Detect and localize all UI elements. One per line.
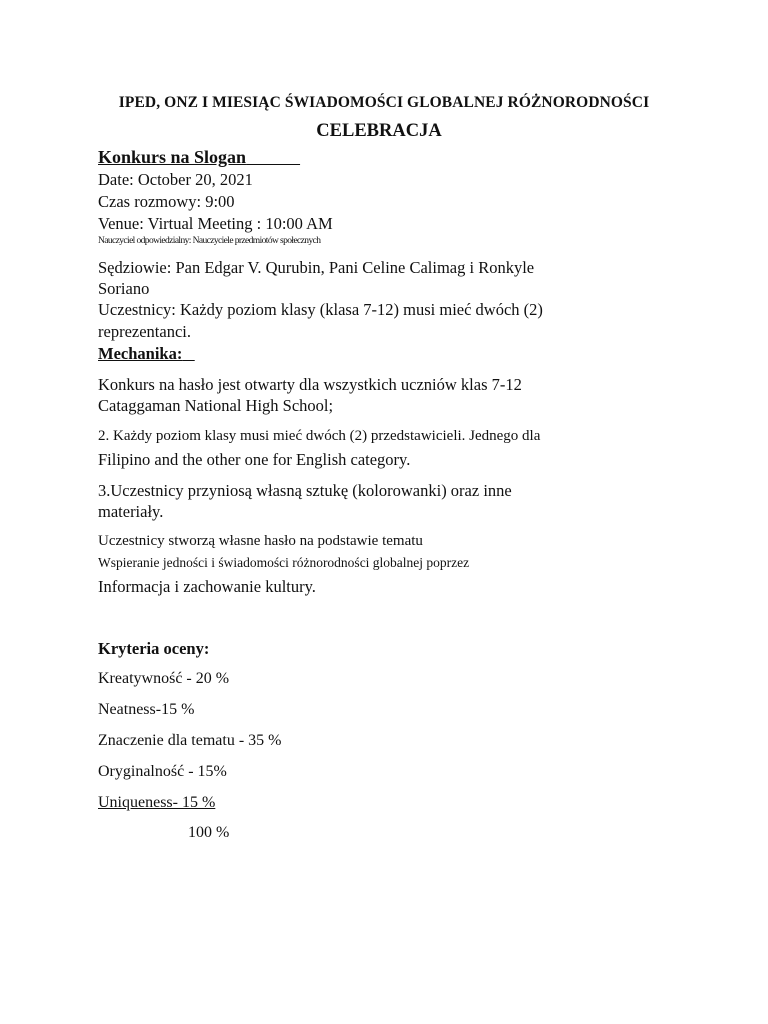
criteria-total: 100 %	[188, 824, 230, 841]
teachers-note: Nauczyciel odpowiedzialny: Nauczyciele przedmiotów społecznych	[98, 236, 321, 246]
mechanics-item3-line2: materiały.	[98, 502, 164, 521]
contest-heading	[98, 147, 300, 168]
judges-line1: Sędziowie: Pan Edgar V. Qurubin, Pani Celine Calimag i Ronkyle	[98, 258, 535, 277]
mechanics-heading-text: Mechanika:	[98, 344, 183, 363]
mechanics-item1-line2: Cataggaman National High School;	[98, 396, 334, 415]
criteria-item-originality: Oryginalność - 15%	[98, 763, 227, 780]
judges-line2: Soriano	[98, 279, 150, 298]
event-time: Czas rozmowy: 9:00	[98, 192, 235, 211]
mechanics-item3-line1: 3.Uczestnicy przyniosą własną sztukę (kolorowanki) oraz inne	[98, 481, 512, 500]
contest-heading-text: Konkurs na Slogan	[98, 147, 247, 167]
mechanics-item2-line1: 2. Każdy poziom klasy musi mieć dwóch (2) przedstawicieli. Jednego dla	[98, 428, 541, 444]
mechanics-heading	[98, 344, 195, 364]
participants-line2: reprezentanci.	[98, 322, 191, 341]
mechanics-item2-line2: Filipino and the other one for English category.	[98, 450, 411, 469]
mechanics-item4-line1: Uczestnicy stworzą własne hasło na podstawie tematu	[98, 533, 423, 549]
mechanics-heading-blank	[182, 344, 194, 363]
mechanics-item4-line3: Informacja i zachowanie kultury.	[98, 577, 316, 596]
contest-heading-blank	[246, 147, 300, 167]
document-title-line1: IPED, ONZ I MIESIĄC ŚWIADOMOŚCI GLOBALNEJ RÓŻNORODNOŚCI	[118, 94, 650, 111]
criteria-item-creativity: Kreatywność - 20 %	[98, 670, 230, 687]
participants-line1: Uczestnicy: Każdy poziom klasy (klasa 7-12) musi mieć dwóch (2)	[98, 300, 543, 319]
event-date: Date: October 20, 2021	[98, 170, 253, 189]
mechanics-item1-line1: Konkurs na hasło jest otwarty dla wszystkich uczniów klas 7-12	[98, 375, 522, 394]
criteria-heading: Kryteria oceny:	[98, 639, 210, 658]
criteria-item-relevance: Znaczenie dla tematu - 35 %	[98, 732, 282, 749]
document-title-line2: CELEBRACJA	[316, 121, 442, 141]
criteria-item-neatness: Neatness-15 %	[98, 701, 195, 718]
mechanics-item4-line2: Wspieranie jedności i świadomości różnorodności globalnej poprzez	[98, 555, 470, 570]
event-venue: Venue: Virtual Meeting : 10:00 AM	[98, 214, 333, 233]
criteria-item-uniqueness: Uniqueness- 15 %	[98, 794, 216, 811]
